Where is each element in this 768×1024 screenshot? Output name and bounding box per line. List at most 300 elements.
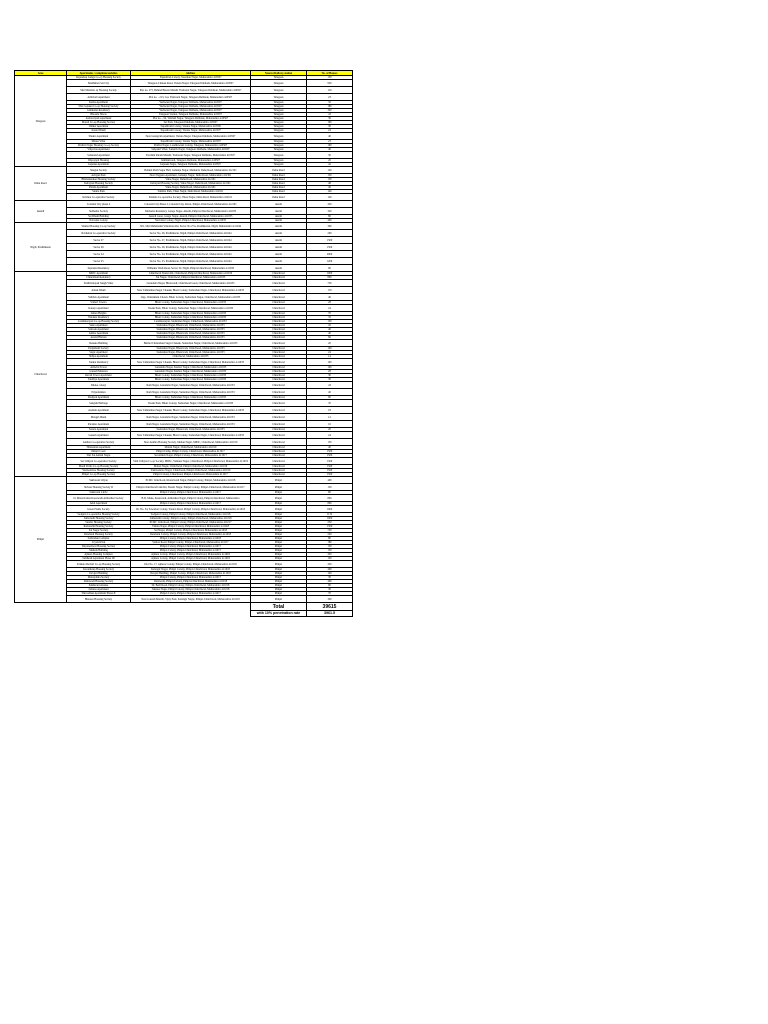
apartment-cell: Ashok Dham	[67, 287, 131, 294]
houses-cell: 300	[307, 596, 353, 603]
address-cell: Vikas Nagar, Dehu Road, Maharashtra 412101	[131, 186, 251, 190]
address-cell: Yashwant Nagar, Talegaon Dabhade, Maharashtra 410507	[131, 109, 251, 113]
address-cell: Vasant Park, Bhoir Colony, Sudarshan Nagar, Chinchwad, Maharashtra 411033	[131, 305, 251, 312]
houses-cell: 130	[307, 76, 353, 80]
apartment-cell: Pushpak Apartment	[67, 396, 131, 400]
address-cell: Tapodhvam Colony, Varuna Nagar, Maharashtra 410507	[131, 129, 251, 133]
address-cell: Pimpri-Chinchwad Link Rd, Shastri Nagar, Pimpri Colony, Pimpri-Chinchwad, Maharashtra 411017	[131, 484, 251, 491]
address-cell: Sumitra Park, Vikas Nagar, Dehu Road, Maharashtra 412101	[131, 190, 251, 194]
houses-cell: 450	[307, 561, 353, 568]
station-cell: Dehu Road	[251, 174, 307, 178]
apartment-cell: Shivsadhan Apartment Phase II	[67, 592, 131, 596]
address-cell: Jaimaruthi Colony, Pimpri Colony, Pimpri-Chinchwad, Maharashtra 411018	[131, 517, 251, 521]
station-cell: Talegaon	[251, 76, 307, 80]
apartment-cell: Shukra Apartment	[67, 133, 131, 140]
address-cell: Kalangir Nagar, Pimpri Colony, Pimpri-Chinchwad, Maharashtra 411018	[131, 568, 251, 572]
address-cell: Bhoir Colony, Sudarshan Nagar, Chinchwad, Maharashtra 411033	[131, 378, 251, 382]
address-cell: Indrayani Housing Society, Vikas Nagar, Dehu Road, Maharashtra 412101	[131, 182, 251, 186]
station-cell: akurdi	[251, 244, 307, 251]
houses-cell: 110	[307, 87, 353, 94]
apartment-cell: Sudarshan Complex	[67, 537, 131, 541]
station-cell: Talegaon	[251, 163, 307, 167]
address-cell: Pimpri Colony, Pimpri-Chinchwad, Maharashtra 411017	[131, 502, 251, 506]
houses-cell: 12	[307, 414, 353, 421]
houses-cell: 100	[307, 144, 353, 148]
apartment-cell: MIDC Apartment	[67, 272, 131, 276]
apartment-cell: Sukhwani Udyan	[67, 477, 131, 484]
address-cell: Vikas Nagar, Dehu Road, Maharashtra 412101	[131, 178, 251, 182]
address-cell: PCMC Link Road, Pimpri Colony, Pimpri-Chinchwad, Maharashtra 411017	[131, 521, 251, 525]
apartment-cell: Devgiri Building	[67, 572, 131, 576]
station-cell: Talegaon	[251, 148, 307, 152]
apartment-cell: Mahesh Building	[67, 549, 131, 553]
apartment-cell: Sector 24	[67, 251, 131, 258]
station-cell: Talegaon	[251, 133, 307, 140]
address-cell: Sudarshan Nagar, Bhoirwadi, Chinchwad, Maharashtra 411033	[131, 347, 251, 351]
houses-cell: 36	[307, 117, 353, 121]
total-label: Total	[251, 603, 307, 611]
apartment-cell: Saptashri Residency	[67, 265, 131, 272]
apartment-cell: Jaimaruthi Housing Society	[67, 517, 131, 521]
apartment-cell: Renuka Building	[67, 340, 131, 347]
houses-cell: 1170	[307, 513, 353, 517]
address-cell: Chinchwad Station Rd, Chinchwad, Pimpri-Chinchwad, Maharashtra 411019	[131, 272, 251, 276]
address-cell: Chinchwad, Maharashtra 411033	[131, 355, 251, 359]
apartment-cell: Nilakantan Apartment	[67, 446, 131, 450]
address-cell: Gurudatta Nagar, Keshav Nagar, Chinchwad, Maharashtra 411033	[131, 366, 251, 370]
station-cell: Chinchwad	[251, 400, 307, 407]
apartment-cell: Shamal Housing Co-op Society	[67, 223, 131, 230]
apartment-cell: Sonata Apartment	[67, 428, 131, 432]
address-cell: Sai Ashish Nagar, Pimpri Colony, Chinchwad, Maharashtra 411017	[131, 454, 251, 458]
houses-cell: 100	[307, 347, 353, 351]
station-cell: Chinchwad	[251, 294, 307, 301]
apartment-cell: Rajendran Ganga Co-op Housing Society	[67, 76, 131, 80]
houses-cell: 40	[307, 186, 353, 190]
apartment-cell: Gajanan Apartment	[67, 163, 131, 167]
houses-cell: 150	[307, 439, 353, 446]
station-cell: Pimpri	[251, 513, 307, 517]
apartment-cell: Krishna Dechtri Co-op Housing Society	[67, 561, 131, 568]
station-cell: Talegaon	[251, 125, 307, 129]
table-row	[15, 477, 353, 484]
houses-cell: 300	[307, 223, 353, 230]
houses-cell: 200	[307, 230, 353, 237]
table-row	[15, 167, 353, 174]
apartment-cell: Vaibhav Apartment	[67, 294, 131, 301]
address-cell: Pimpri Colony, Pimpri-Chinchwad, Maharashtra 411017	[131, 491, 251, 495]
station-cell: Chinchwad	[251, 328, 307, 332]
address-cell: Gajanan Nagar, Talegaon Dabhade, Maharashtra 410507	[131, 163, 251, 167]
station-cell: Chinchwad	[251, 428, 307, 432]
houses-cell: 40	[307, 332, 353, 336]
station-cell: Pimpri	[251, 576, 307, 580]
address-cell: Navratna Colony, Nigdi, Pimpri-Chinchwad, Maharashtra 411035	[131, 219, 251, 223]
apartment-cell: Mauli Tirtha Co-op Housing Society	[67, 465, 131, 469]
address-cell: Pimpri Colony, Chinchwad, Pimpri-Chinchwad, Maharashtra 411017	[131, 473, 251, 477]
station-cell: Pimpri	[251, 561, 307, 568]
station-cell: Dehu Road	[251, 194, 307, 201]
station-cell: Pimpri	[251, 521, 307, 525]
apartment-cell: Anand Dham	[67, 129, 131, 133]
apartment-cell: Santosh Apartment	[67, 328, 131, 332]
address-cell: Sector No. 26, Pradhikaran, Nigdi, Pimpri-Chinchwad, Maharashtra 411044	[131, 244, 251, 251]
address-cell: Sudarshan Nagar, Bhoirwadi, Chinchwad, Maharashtra 411033	[131, 332, 251, 336]
apartment-cell: Ambar Apartment	[67, 332, 131, 336]
station-cell: Chinchwad	[251, 414, 307, 421]
address-cell: Devgiri Building, Pimpri Colony, Pimpri-Chinchwad, Maharashtra 411018	[131, 572, 251, 576]
address-cell: Tapadhvam Colony, Varuna Nagar, Maharashtra 410506	[131, 125, 251, 129]
apartment-cell: Dadawadi Housing Society	[67, 580, 131, 584]
address-cell: Opp. Chintamani Chowk, Bhoir Colony, Sudarshan Nagar, Chinchwad, Maharashtra 411033	[131, 294, 251, 301]
station-cell: akurdi	[251, 251, 307, 258]
station-cell: akurdi	[251, 219, 307, 223]
station-cell: Chinchwad	[251, 446, 307, 450]
address-cell: Yujendiran Colony, Varoman Nagar, Maharashtra 410507	[131, 76, 251, 80]
address-cell: Dr. No. 34, Sawarkar Colony, Station Road, Pimpri Colony, Pimpri-Chinchwad, Maharashtra 411018	[131, 506, 251, 513]
apartment-cell: Shagun Society	[67, 167, 131, 174]
station-cell: Chinchwad	[251, 389, 307, 396]
houses-cell: 320	[307, 208, 353, 215]
address-cell: Bhoir Colony, Sudarshan Nagar, Chinchwad, Maharashtra 411033	[131, 396, 251, 400]
station-cell: Chinchwad	[251, 312, 307, 316]
station-cell: Chinchwad	[251, 340, 307, 347]
houses-cell: 18	[307, 407, 353, 414]
station-cell: Chinchwad	[251, 382, 307, 389]
houses-cell: 60	[307, 584, 353, 588]
houses-cell: 40	[307, 148, 353, 152]
address-cell: Station Road, Pimpri Colony, Pimpri-Chinchwad, Maharashtra 411017	[131, 541, 251, 545]
houses-cell: 130	[307, 178, 353, 182]
houses-cell: 24	[307, 432, 353, 439]
apartment-cell: Indrayani Housing Society	[67, 182, 131, 186]
houses-cell: 450	[307, 553, 353, 557]
apartment-cell: Ramarathi Housing Society	[67, 525, 131, 529]
houses-cell: 1500	[307, 525, 353, 529]
station-cell: Chinchwad	[251, 469, 307, 473]
houses-cell: 90	[307, 265, 353, 272]
apartment-cell: Sridevi Towers	[67, 301, 131, 305]
houses-cell: 720	[307, 529, 353, 533]
address-cell: Mohan Nagar, Chinchwad, Maharashtra 411019	[131, 446, 251, 450]
apartment-cell: Parijatham Society	[67, 347, 131, 351]
houses-cell: 800	[307, 495, 353, 502]
apartment-cell: Subhadra Society	[67, 208, 131, 215]
houses-cell: 30	[307, 374, 353, 378]
station-cell: Dehu Road	[251, 178, 307, 182]
station-cell: Talegaon	[251, 129, 307, 133]
houses-cell: 24	[307, 305, 353, 312]
station-cell: Pimpri	[251, 592, 307, 596]
address-cell: Sudarshan Nagar, Bhoirwadi, Chinchwad, Maharashtra 411033	[131, 328, 251, 332]
station-cell: Pimpri	[251, 491, 307, 495]
station-cell: Talegaon	[251, 113, 307, 117]
houses-cell: 70	[307, 592, 353, 596]
apartment-cell: Krishna Co-operative Society	[67, 194, 131, 201]
station-cell: Pimpri	[251, 580, 307, 584]
address-cell: Ram Nagar, Gurudatta Nagar, Sudarshan Nagar, Chinchwad, Maharashtra 411033	[131, 389, 251, 396]
apartment-cell: Sector 26	[67, 244, 131, 251]
housing-table	[14, 70, 353, 617]
houses-cell: 24	[307, 129, 353, 133]
address-cell: Krishna Co-operative Society, Vikas Nagar, Dehu Road, Maharashtra 412101	[131, 194, 251, 201]
address-cell: Colonial City Phase 2, Colonial City, Ravet, Pimpri-Chinchwad, Maharashtra 412101	[131, 201, 251, 208]
apartment-cell: Jaman Heights	[67, 312, 131, 316]
apartment-cell: Colonial City phase 2	[67, 201, 131, 208]
station-cell: Chinchwad	[251, 432, 307, 439]
station-cell: Chinchwad	[251, 336, 307, 340]
apartment-cell: Andhra Co-operative Society	[67, 439, 131, 446]
address-cell: Ram Nagar, Gurudatta Nagar, Sudarshan Nagar, Chinchwad, Maharashtra 411033	[131, 382, 251, 389]
houses-cell: 1000	[307, 517, 353, 521]
address-cell: Sudarshan Nagar, Bhoirwadi, Chinchwad, Maharashtra 411033	[131, 428, 251, 432]
station-cell: Dehu Road	[251, 190, 307, 194]
apartment-cell: Sakra Apartment	[67, 324, 131, 328]
houses-cell: 32	[307, 316, 353, 320]
station-cell: akurdi	[251, 201, 307, 208]
houses-cell: 45	[307, 324, 353, 328]
apartment-cell: Ambivali Apartment	[67, 94, 131, 101]
houses-cell: 20	[307, 428, 353, 432]
address-cell: Pimpri Colony, Pimpri-Chinchwad, Maharashtra 411017	[131, 545, 251, 549]
address-cell: Bhoir Colony, Sudarshan Nagar, Chinchwad, Maharashtra 411033	[131, 312, 251, 316]
address-cell: Sai Nagar, Chinchwad, Pimpri-Chinchwad, Maharashtra 411033	[131, 276, 251, 280]
houses-cell: 170	[307, 287, 353, 294]
houses-cell: 400	[307, 568, 353, 572]
station-cell: Chinchwad	[251, 407, 307, 414]
area-cell: Dehu Road	[15, 167, 67, 201]
address-cell: Pimpri Colony, Pimpri-Chinchwad, Maharashtra 411017	[131, 549, 251, 553]
address-cell: Talegaon Chakan Road, Varuna Nagar, Talegaon Dabhade, Maharashtra 410507	[131, 80, 251, 87]
apartment-cell: Yashwantrao Housing Society	[67, 469, 131, 473]
address-cell: Behind Chintamani Sugar Chaunk, Sudarshan Nagar, Chinchwad, Maharashtra 411033	[131, 340, 251, 347]
houses-cell: 28	[307, 370, 353, 374]
houses-cell: 120	[307, 557, 353, 561]
area-cell: Talegaon	[15, 76, 67, 167]
area-cell: Akurdi	[15, 201, 67, 223]
apartment-cell: Laxminarayan Co-op Housing Society	[67, 320, 131, 324]
houses-cell: 340	[307, 109, 353, 113]
station-cell: Dehu Road	[251, 182, 307, 186]
houses-cell: 60	[307, 396, 353, 400]
penetration-label: with 10% penetration rate	[251, 611, 307, 617]
houses-cell: 23	[307, 140, 353, 144]
houses-cell: 80	[307, 215, 353, 219]
houses-cell: 250	[307, 521, 353, 525]
houses-cell: 1500	[307, 473, 353, 477]
address-cell: Pimpri Colony, Pimpri-Chinchwad, Maharashtra 411017	[131, 576, 251, 580]
apartment-cell: Omkar Apartment	[67, 125, 131, 129]
houses-cell: 40	[307, 328, 353, 332]
station-cell: akurdi	[251, 223, 307, 230]
address-cell: Yashwant Nagar, Talegaon Dabhade, Maharashtra 410507	[131, 101, 251, 105]
penetration-row	[15, 611, 353, 617]
apartment-cell: Ranchani Housing Society	[67, 533, 131, 537]
header-area: Area	[15, 71, 67, 76]
header-address: Address	[131, 71, 251, 76]
station-cell: Pimpri	[251, 557, 307, 561]
apartment-cell: Ganesh Apartment	[67, 432, 131, 439]
apartment-cell: Sukhwani Circle	[67, 491, 131, 495]
station-cell: Chinchwad	[251, 355, 307, 359]
station-cell: Chinchwad	[251, 370, 307, 374]
houses-cell: 1500	[307, 458, 353, 465]
station-cell: Pimpri	[251, 529, 307, 533]
apartment-cell: Shivsai Housing Society II	[67, 484, 131, 491]
apartment-cell: Dhoke colony	[67, 382, 131, 389]
address-cell: Pruthvi Nagar, Londhewasti Colony, Talegaon, Maharashtra 410507	[131, 144, 251, 148]
area-cell: Pimpri	[15, 477, 67, 603]
station-cell: Pimpri	[251, 477, 307, 484]
address-cell: Ram Nagar, Gurudatta Nagar, Sudarshan Nagar, Chinchwad, Maharashtra 411033	[131, 414, 251, 421]
station-cell: Chinchwad	[251, 366, 307, 370]
address-cell: Near Chintamani Sugar Chaunk, Bhoir Colony, Sudarshan Nagar, Chinchwad, Maharashtra 411033	[131, 407, 251, 414]
table-row	[15, 223, 353, 230]
station-cell: Chinchwad	[251, 332, 307, 336]
address-cell: Near Gurugram Apartment, Varuna Nagar, Talegaon Dabhade, Maharashtra 410507	[131, 133, 251, 140]
address-cell: Pimpri Colony, Pimpri-Chinchwad, Maharashtra 411017	[131, 592, 251, 596]
penetration-value: 3961.5	[307, 611, 353, 617]
address-cell: Vinit Udhyan Co-op Society, MIDC, Yamuna Nagar, Chinchwad, Pimpri-Chinchwad, Maharashtra 411019	[131, 458, 251, 465]
apartment-cell: Siddhivinayak Sangh Vihar	[67, 280, 131, 287]
apartment-cell: Bhimashankar Housing Society	[67, 178, 131, 182]
address-cell: Gurudatta Nagar, Bhoirwadi, Chinchwad Gaon, Chinchwad, Maharashtra 411033	[131, 280, 251, 287]
address-cell: Sudarshan Nagar, Bhoirwadi, Chinchwad, Maharashtra 411033	[131, 336, 251, 340]
apartment-cell: Ajmera Housing Complex	[67, 553, 131, 557]
station-cell: Chinchwad	[251, 439, 307, 446]
houses-cell: 30	[307, 125, 353, 129]
station-cell: Pimpri	[251, 596, 307, 603]
station-cell: Talegaon	[251, 109, 307, 113]
station-cell: Talegaon	[251, 101, 307, 105]
station-cell: Chinchwad	[251, 272, 307, 276]
address-cell: Laxminarayan, Sudarshan Nagar, Chinchwad, Maharashtra 411033	[131, 320, 251, 324]
apartment-cell: Amit Apartment	[67, 502, 131, 506]
address-cell: Pimpri Camp, Pimpri Colony, Chinchwad, Maharashtra 411017	[131, 450, 251, 454]
address-cell: Ram Nagar, Gurudatta Nagar, Sudarshan Nagar, Chinchwad, Maharashtra 411033	[131, 421, 251, 428]
station-cell: Chinchwad	[251, 465, 307, 469]
station-cell: Chinchwad	[251, 454, 307, 458]
houses-cell: 70	[307, 312, 353, 316]
station-cell: akurdi	[251, 215, 307, 219]
address-cell: Plot no. - 213, Ceo Yashwant Nagar, Talegaon Dabhade, Maharashtra 410507	[131, 94, 251, 101]
table-row	[15, 201, 353, 208]
area-cell: Chinchwad	[15, 272, 67, 477]
houses-cell: 400	[307, 219, 353, 223]
apartment-cell: Priyadarshan	[67, 389, 131, 396]
apartment-cell: Dhyeyapti Housing	[67, 159, 131, 163]
address-cell: Sadguru Colony, Pimpri Colony, Pimpri-Chinchwad, Maharashtra 411018	[131, 513, 251, 517]
total-value: 39615	[307, 603, 353, 611]
address-cell: Plot no. - 64, Vaishali Nagar, Talegaon Dabhade, Maharashtra 410507	[131, 117, 251, 121]
address-cell: Sector No. 25, Pradhikaran, Nigdi, Pimpri-Chinchwad, Maharashtra 411044	[131, 258, 251, 265]
houses-cell: 1500	[307, 465, 353, 469]
address-cell: Mohan Nagar, Chinchwad, Pimpri-Chinchwad, Maharashtra 411019	[131, 465, 251, 469]
address-cell: Vishnu Nagar, Pimpri Colony, Pimpri-Chinchwad, Maharashtra 411018	[131, 525, 251, 529]
apartment-cell: Pruthvi Nagar Housing Co-op Society	[67, 144, 131, 148]
station-cell: Talegaon	[251, 140, 307, 144]
houses-cell: 26	[307, 159, 353, 163]
apartment-cell: Shri Gajanan Co-op Housing Society	[67, 105, 131, 109]
houses-cell: 950	[307, 80, 353, 87]
station-cell: Chinchwad	[251, 396, 307, 400]
address-cell: Sector No. 26, Pradhikaran, Nigdi, Pimpri-Chinchwad, Maharashtra 411044	[131, 230, 251, 237]
houses-cell: 42	[307, 163, 353, 167]
apartment-cell: Sahanand Apartment	[67, 152, 131, 159]
houses-cell: 750	[307, 280, 353, 287]
address-cell: Tapodhvam Colony, Varuna Nagar, Maharashtra 410507	[131, 140, 251, 144]
houses-cell: 130	[307, 320, 353, 324]
station-cell: Pimpri	[251, 572, 307, 576]
header-railway-station: Nearest Railway station	[251, 71, 307, 76]
apartment-cell: Sunita Park	[67, 190, 131, 194]
station-cell: Pimpri	[251, 537, 307, 541]
houses-cell: 1500	[307, 237, 353, 244]
station-cell: akurdi	[251, 230, 307, 237]
address-cell: Behind Prem Sagar Hall, Gahunje Nagar, Mamurdi, Dehu Road, Maharashtra 412101	[131, 167, 251, 174]
station-cell: Pimpri	[251, 495, 307, 502]
address-cell: Near Chintamani Sugar Chaunk, Bhoir Colony, Sudarshan Nagar, Chinchwad, Maharashtra 411033	[131, 432, 251, 439]
houses-cell: 30	[307, 152, 353, 159]
apartment-cell: Crystal Park	[67, 541, 131, 545]
apartment-cell: Pimpri Co-op Housing Society	[67, 473, 131, 477]
apartment-cell: Mangal Dham	[67, 414, 131, 421]
houses-cell: 140	[307, 190, 353, 194]
address-cell: 501, Shri Mahalaxmi Vrindavan Rd, Sector No 27A, Pradhikaran, Nigdi, Maharashtra 411044	[131, 223, 251, 230]
station-cell: Talegaon	[251, 105, 307, 109]
houses-cell: 30	[307, 576, 353, 580]
address-cell: Vasant Park, Bhoir Colony, Sudarshan Nagar, Chinchwad, Maharashtra 411033	[131, 400, 251, 407]
address-cell: Sector No. 27, Pradhikaran, Nigdi, Pimpri-Chinchwad, Maharashtra 411044	[131, 237, 251, 244]
apartment-cell: Maruti Co-op Housing Society	[67, 121, 131, 125]
apartment-cell: Sector 27	[67, 237, 131, 244]
address-cell: Plot No. 17, Ajmera Colony, Pimpri Colony, Pimpri-Chinchwad, Maharashtra 411018	[131, 561, 251, 568]
apartment-cell: Madhuban Sai City	[67, 80, 131, 87]
houses-cell: 30	[307, 378, 353, 382]
station-cell: akurdi	[251, 258, 307, 265]
station-cell: Talegaon	[251, 94, 307, 101]
houses-cell: 120	[307, 572, 353, 576]
station-cell: Chinchwad	[251, 378, 307, 382]
houses-cell: 100	[307, 366, 353, 370]
apartment-cell: Sangam Heritage	[67, 400, 131, 407]
address-cell: Near Chintamani Sugar Chaunk, Bhoir Colony, Sudarshan Nagar, Chinchwad, Maharashtra 411033	[131, 359, 251, 366]
houses-cell: 1500	[307, 469, 353, 473]
station-cell: Pimpri	[251, 545, 307, 549]
address-cell: Near Chintamani Sugar Chaunk, Bhoir Colony, Sudarshan Nagar, Chinchwad, Maharashtra 411033	[131, 287, 251, 294]
address-cell: Ajmera Colony, Pimpri Colony, Pimpri-Chinchwad, Maharashtra 411018	[131, 553, 251, 557]
apartment-cell: Ravikiran Co-operative Society	[67, 230, 131, 237]
houses-cell: 1500	[307, 244, 353, 251]
station-cell: Pimpri	[251, 568, 307, 572]
houses-cell: 190	[307, 121, 353, 125]
apartment-cell: Shilpa Apartment	[67, 355, 131, 359]
houses-cell: 400	[307, 477, 353, 484]
houses-cell: 800	[307, 276, 353, 280]
address-cell: Sudarshan Nagar, Bhoirwadi, Chinchwad, Maharashtra 411033	[131, 324, 251, 328]
houses-cell: 43	[307, 382, 353, 389]
address-cell: B.D. Mane, Kasarwadi, Ambedkar Nagar, Pimpri Colony, Pimpri-Chinchwad, Maharashtra	[131, 495, 251, 502]
apartment-cell: Sai Nagar Society	[67, 529, 131, 533]
address-cell: Talegaon Station, Talegaon Dabhade, Maharashtra 410507	[131, 113, 251, 117]
address-cell: Sai Nagar, Pimpri Colony, Pimpri-Chinchwad, Maharashtra 411018	[131, 529, 251, 533]
address-cell: Bhoir Colony, Sudarshan Nagar, Chinchwad, Maharashtra 411033	[131, 374, 251, 378]
houses-cell: 400	[307, 580, 353, 584]
station-cell: Chinchwad	[251, 320, 307, 324]
station-cell: akurdi	[251, 208, 307, 215]
apartment-cell: Sector 25	[67, 258, 131, 265]
station-cell: Chinchwad	[251, 473, 307, 477]
